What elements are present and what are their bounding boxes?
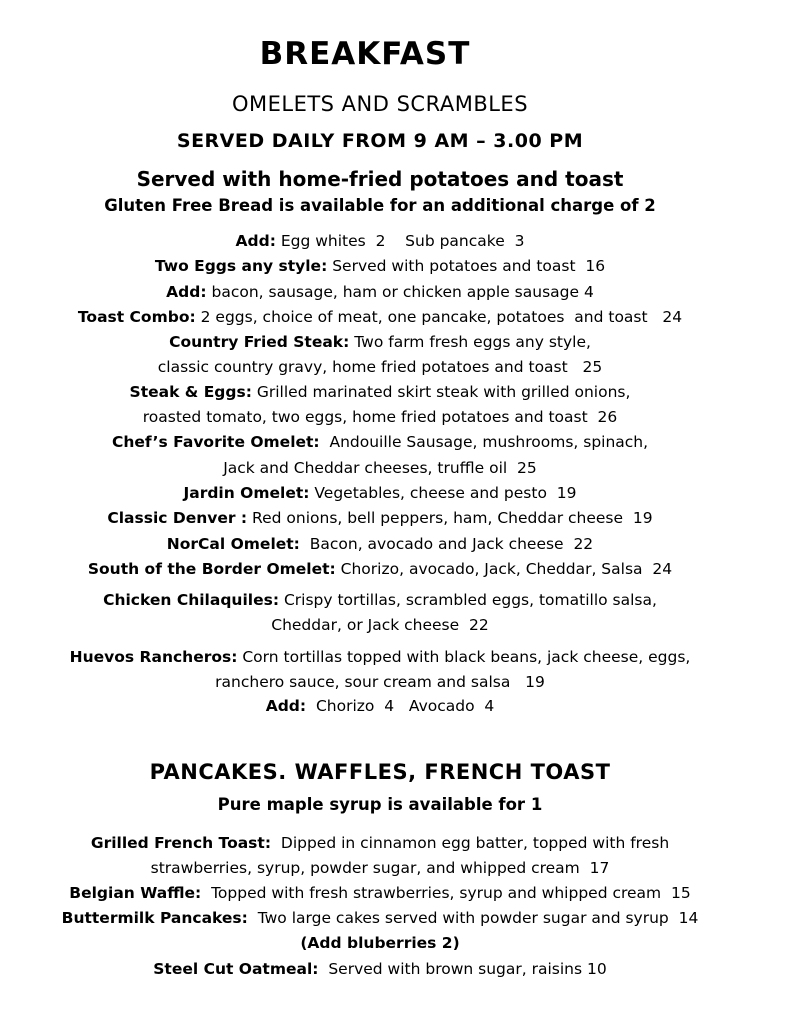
menu-line xyxy=(0,934,760,952)
menu-line xyxy=(0,484,760,502)
menu-line xyxy=(0,333,760,351)
menu-item-name: Chicken Chilaquiles: xyxy=(103,591,280,609)
menu-item-name: (Add bluberries 2) xyxy=(300,934,460,952)
menu-line xyxy=(0,884,760,902)
menu-line xyxy=(0,358,760,376)
menu-item-name: Belgian Waffle: xyxy=(69,884,202,902)
menu-item-description: classic country gravy, home fried potatoes and toast 25 xyxy=(157,358,603,376)
menu-item-description: Two large cakes served with powder sugar and syrup 14 xyxy=(247,909,699,927)
menu-item-description: strawberries, syrup, powder sugar, and whipped cream 17 xyxy=(150,859,610,877)
section-heading-omelets: OMELETS AND SCRAMBLES xyxy=(231,92,529,116)
maple-syrup-note: Pure maple syrup is available for 1 xyxy=(217,795,543,814)
menu-item-description: Vegetables, cheese and pesto 19 xyxy=(309,484,577,502)
menu-line xyxy=(0,408,760,426)
menu-line xyxy=(0,834,760,852)
menu-line xyxy=(0,960,760,978)
menu-item-name: Jardin Omelet: xyxy=(183,484,310,502)
menu-line xyxy=(0,433,760,451)
menu-item-name: Huevos Rancheros: xyxy=(69,648,238,666)
menu-item-name: NorCal Omelet: xyxy=(166,535,300,553)
menu-item-description: roasted tomato, two eggs, home fried potatoes and toast 26 xyxy=(142,408,618,426)
menu-line xyxy=(0,616,760,634)
menu-item-description: Grilled marinated skirt steak with grilled onions, xyxy=(251,383,631,401)
menu-item-name: South of the Border Omelet: xyxy=(87,560,336,578)
menu-item-name: Classic Denver : xyxy=(107,509,248,527)
menu-line xyxy=(0,859,760,877)
menu-item-description: bacon, sausage, ham or chicken apple sausage 4 xyxy=(206,283,594,301)
menu-line xyxy=(0,648,760,666)
menu-item-description: Dipped in cinnamon egg batter, topped with fresh xyxy=(271,834,670,852)
menu-item-description: Served with brown sugar, raisins 10 xyxy=(318,960,607,978)
menu-item-name: Country Fried Steak: xyxy=(169,333,350,351)
menu-item-name: Toast Combo: xyxy=(77,308,196,326)
menu-item-name: Grilled French Toast: xyxy=(90,834,272,852)
menu-line xyxy=(0,232,760,250)
menu-line xyxy=(0,560,760,578)
menu-line xyxy=(0,591,760,609)
menu-item-description: Cheddar, or Jack cheese 22 xyxy=(271,616,489,634)
menu-item-description: Red onions, bell peppers, ham, Cheddar cheese 19 xyxy=(247,509,653,527)
menu-line xyxy=(0,535,760,553)
menu-item-description: Corn tortillas topped with black beans, jack cheese, eggs, xyxy=(237,648,691,666)
menu-item-description: Topped with fresh strawberries, syrup and whipped cream 15 xyxy=(201,884,691,902)
menu-line xyxy=(0,673,760,691)
menu-item-description: Crispy tortillas, scrambled eggs, tomatillo salsa, xyxy=(279,591,657,609)
menu-item-name: Add: xyxy=(265,697,307,715)
menu-line xyxy=(0,697,760,715)
serving-hours: SERVED DAILY FROM 9 AM – 3.00 PM xyxy=(176,130,584,152)
menu-item-description: Jack and Cheddar cheeses, truffle oil 25 xyxy=(223,459,537,477)
menu-item-description: Served with potatoes and toast 16 xyxy=(327,257,606,275)
menu-line xyxy=(0,308,760,326)
menu-title: BREAKFAST xyxy=(259,36,471,72)
menu-item-name: Steak & Eggs: xyxy=(129,383,252,401)
menu-line xyxy=(0,459,760,477)
menu-item-description: ranchero sauce, sour cream and salsa 19 xyxy=(215,673,545,691)
menu-line xyxy=(0,909,760,927)
menu-item-name: Buttermilk Pancakes: xyxy=(61,909,248,927)
menu-line xyxy=(0,257,760,275)
menu-item-description: Andouille Sausage, mushrooms, spinach, xyxy=(319,433,649,451)
menu-item-description: Egg whites 2 Sub pancake 3 xyxy=(275,232,525,250)
gluten-free-note: Gluten Free Bread is available for an additional charge of 2 xyxy=(104,196,656,215)
section-heading-pancakes: PANCAKES. WAFFLES, FRENCH TOAST xyxy=(149,760,611,784)
menu-item-name: Two Eggs any style: xyxy=(154,257,328,275)
menu-item-name: Steel Cut Oatmeal: xyxy=(153,960,319,978)
menu-line xyxy=(0,283,760,301)
sides-note: Served with home-fried potatoes and toast xyxy=(136,167,624,191)
menu-item-description: Chorizo, avocado, Jack, Cheddar, Salsa 24 xyxy=(335,560,673,578)
menu-line xyxy=(0,509,760,527)
menu-item-name: Chef’s Favorite Omelet: xyxy=(111,433,320,451)
menu-item-description: 2 eggs, choice of meat, one pancake, potatoes and toast 24 xyxy=(195,308,683,326)
menu-item-description: Bacon, avocado and Jack cheese 22 xyxy=(299,535,594,553)
menu-item-name: Add: xyxy=(166,283,207,301)
menu-line xyxy=(0,383,760,401)
menu-item-description: Two farm fresh eggs any style, xyxy=(349,333,591,351)
menu-item-description: Chorizo 4 Avocado 4 xyxy=(306,697,495,715)
menu-item-name: Add: xyxy=(235,232,276,250)
